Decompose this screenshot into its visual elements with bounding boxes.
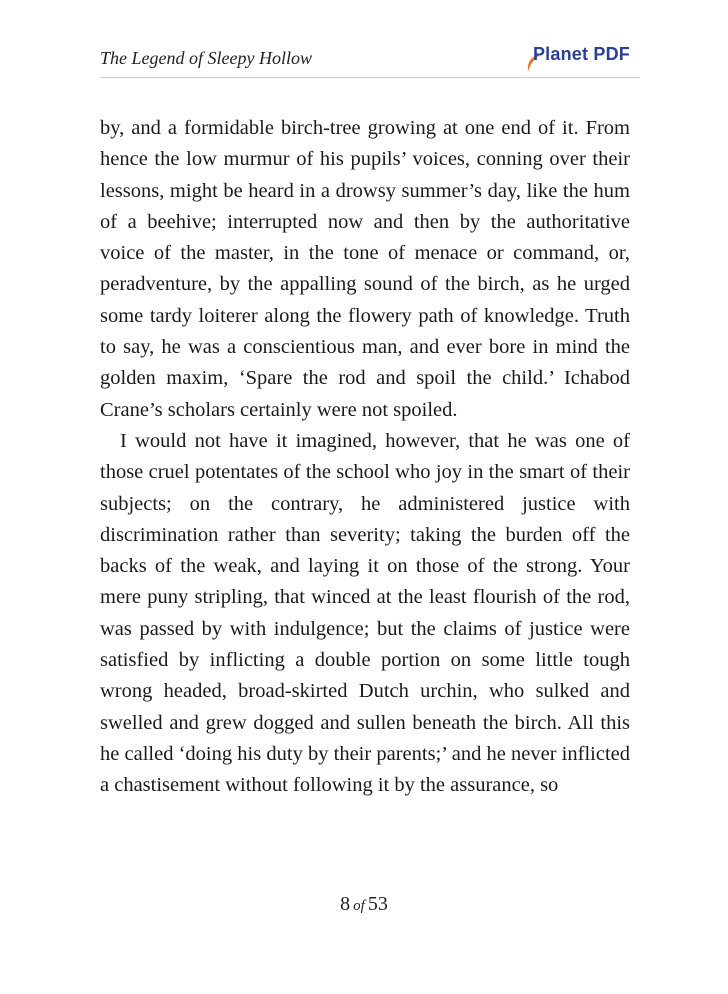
header-divider <box>100 77 640 78</box>
page-current: 8 <box>340 893 351 915</box>
page-body <box>100 113 630 802</box>
paragraph: I would not have it imagined, however, that he was one of those cruel potentates of the school who joy in the smart of their subjects; on the contrary, he administered justice with discrimination rather than severity; taking the burden off the backs of the weak, and laying it on those of the strong. Your mere puny stripling, that winced at the least flourish of the rod, was passed by with indulgence; but the claims of justice were satisfied by inflicting a double portion on some little tough wrong headed, broad-skirted Dutch urchin, who sulked and swelled and grew dogged and sullen beneath the birch. All this he called ‘doing his duty by their parents;’ and he never inflicted a chastisement without following it by the assurance, so <box>100 429 630 797</box>
planet-pdf-logo[interactable] <box>529 44 630 65</box>
running-title: The Legend of Sleepy Hollow <box>100 48 312 68</box>
page-of-label: of <box>353 898 365 914</box>
logo-text: Planet PDF <box>532 44 630 64</box>
page-total: 53 <box>367 893 388 915</box>
paragraph: by, and a formidable birch-tree growing at one end of it. From hence the low murmur of his pupils’ voices, conning over their lessons, might be heard in a drowsy summer’s day, like the hum of a beehive; interrupted now and then by the authoritative voice of the master, in the tone of menace or command, or, peradventure, by the appalling sound of the birch, as he urged some tardy loiterer along the flowery path of knowledge. Truth to say, he was a conscientious man, and ever bore in mind the golden maxim, ‘Spare the rod and spoil the child.’ Ichabod Crane’s scholars certainly were not spoiled. <box>100 117 630 421</box>
page-header <box>100 44 640 78</box>
page-number <box>0 893 728 916</box>
